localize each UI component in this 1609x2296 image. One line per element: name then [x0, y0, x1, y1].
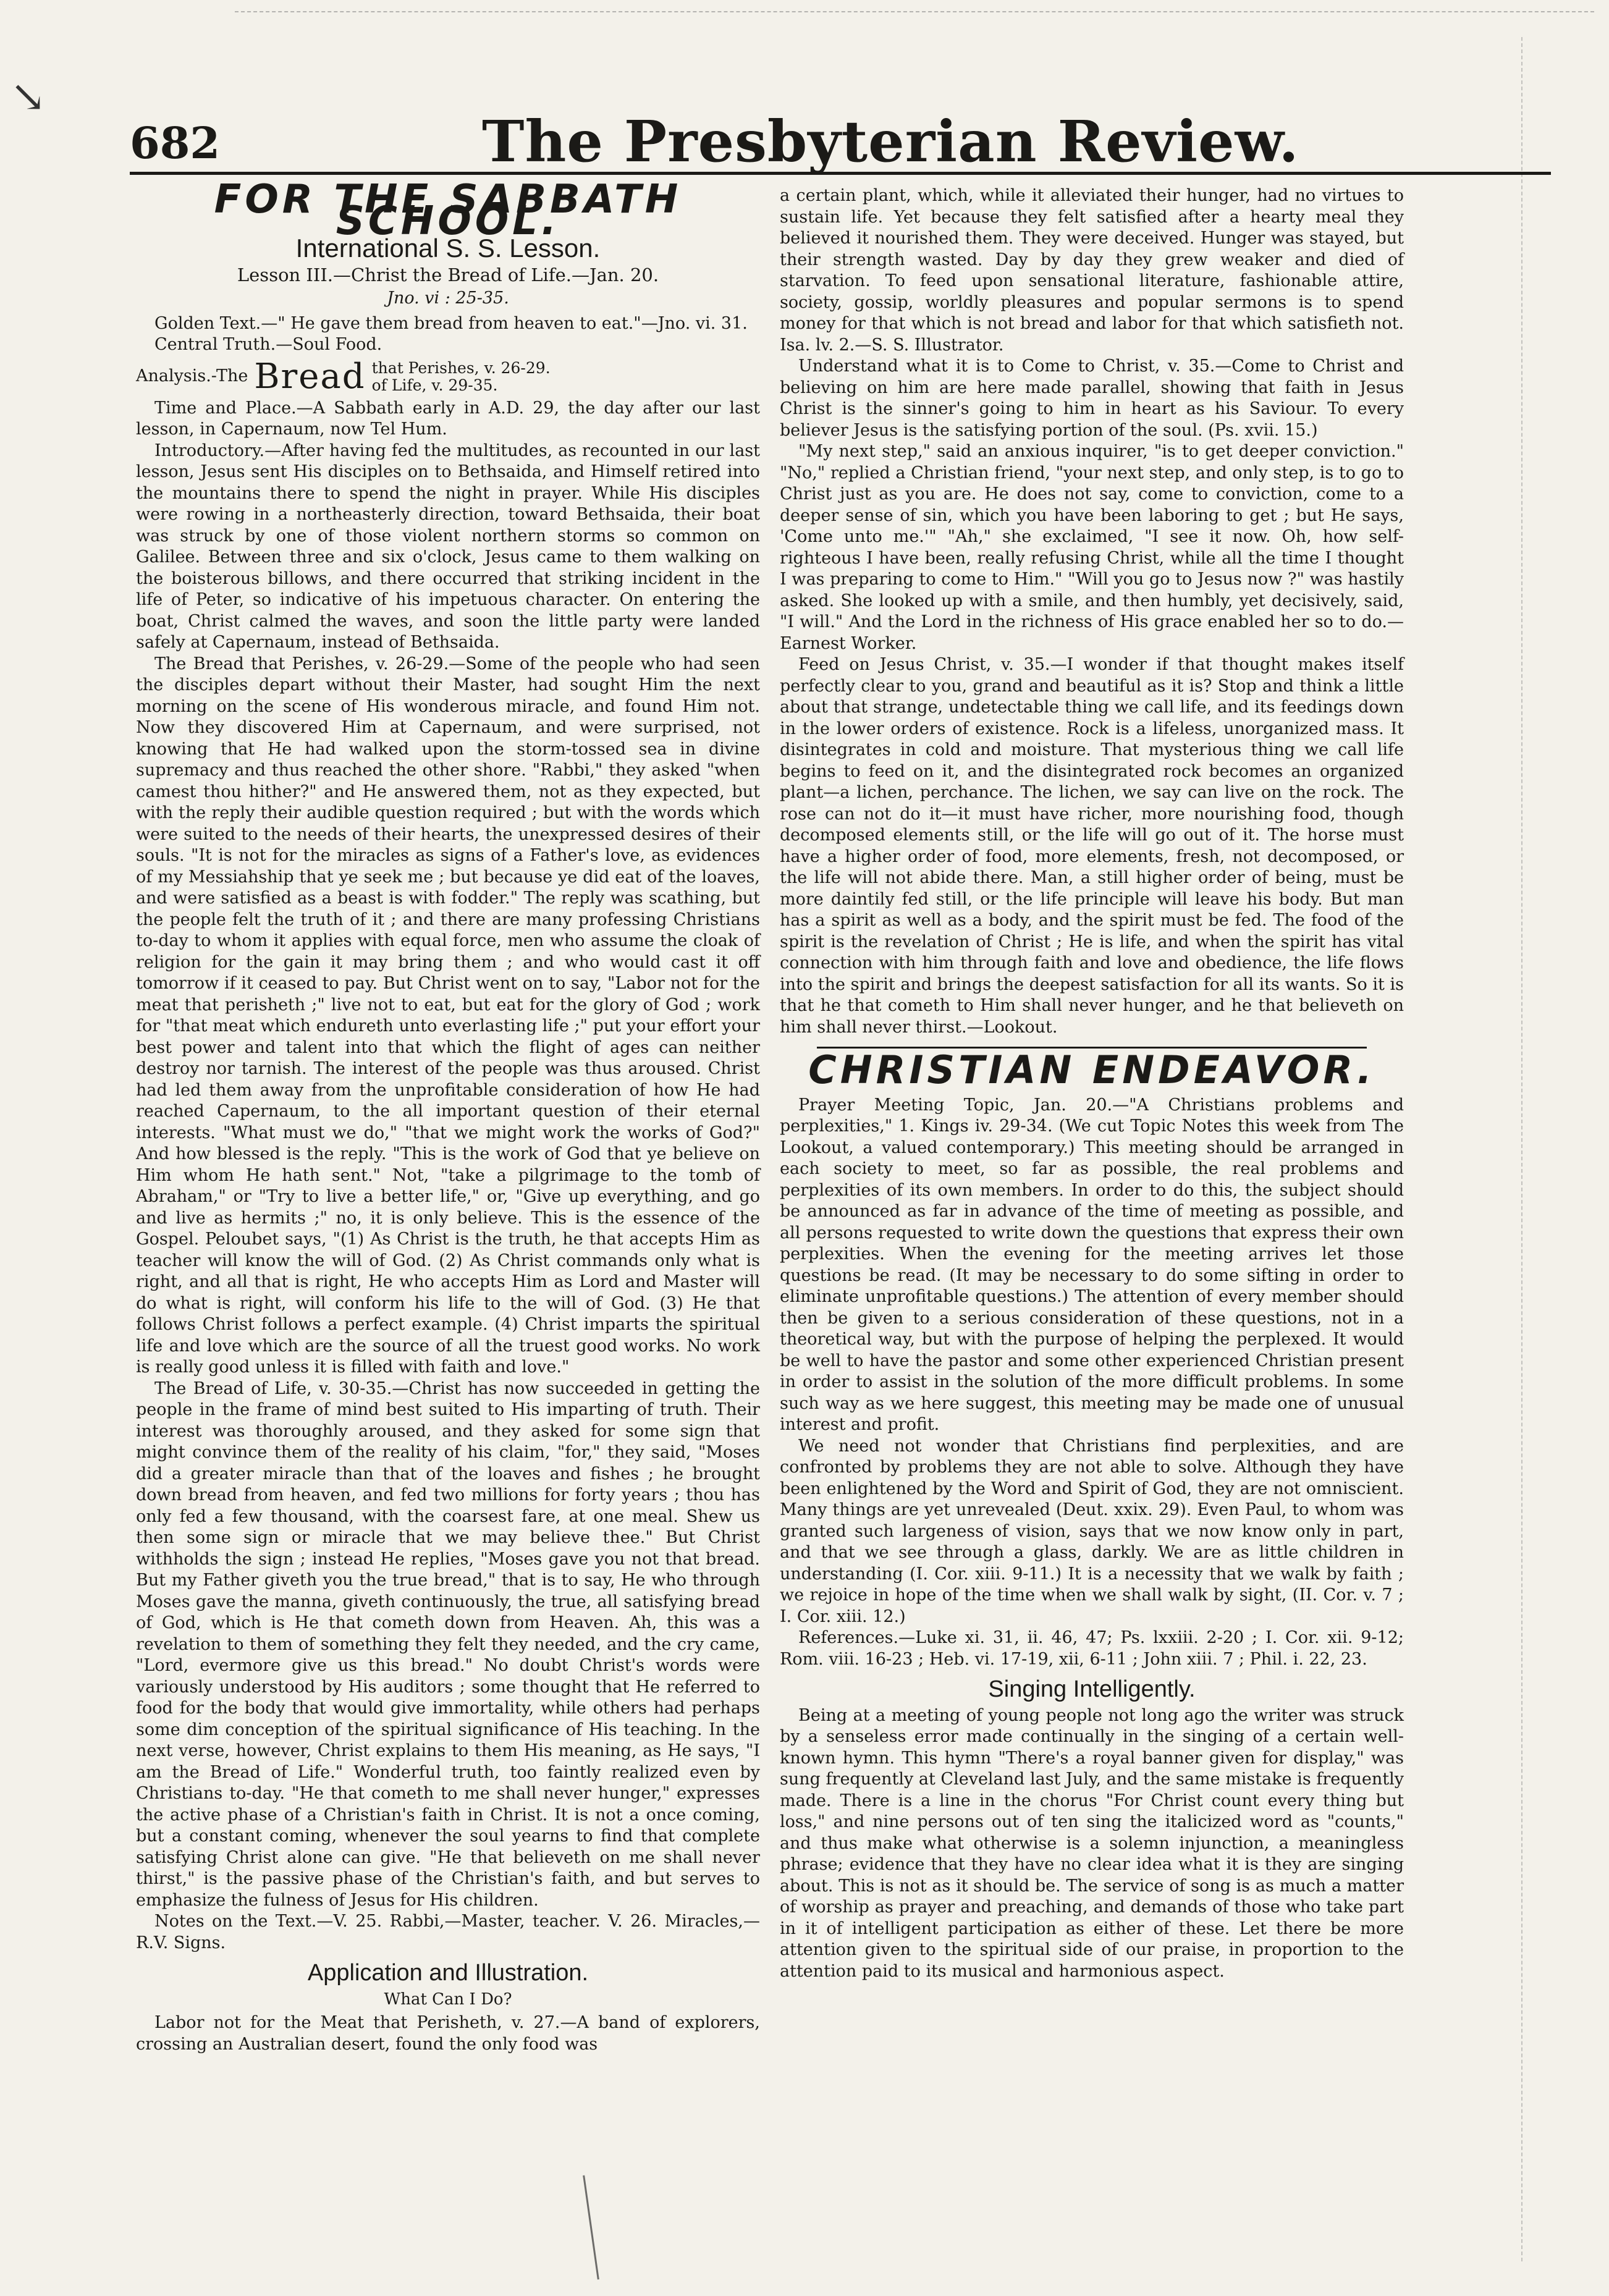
bread-that-perishes: The Bread that Perishes, v. 26-29.—Some of the people who had seen the disciples depart without their Master, had sought Him the next morning on the scene of His wonderous miracle, and found Him not. Now they discovered Him at Capernaum, and were surprised, not knowing that He had walked upon the storm-tossed sea in divine supremacy and thus reached the other shore. "Rabbi," they asked "when camest thou hither?" and He answered them, not as they expected, but with the reply their audible question required ; but with the words which were suited to the needs of their hearts, the unexpressed desires of their souls. "It is not for the miracles as signs of a Father's love, as evidences of my Messiahship that ye seek me ; but because ye did eat of the loaves, and were satisfied as a beast is with fodder." The reply was scathing, but the people felt the truth of it ; and there are many professing Christians to-day to whom it applies with equal force, men who assume the cloak of religion for the gain it may bring them ; and who would cast it off tomorrow if it ceased to pay. But Christ went on to say, "Labor not for the meat that perisheth ;" live not to eat, but eat for the glory of God ; work for "that meat which endureth unto everlasting life ;" put your effort your best power and talent into that which the flight of ages can neither destroy nor tarnish. The interest of the people was thus aroused. Christ had led them away from the unprofitable consideration of how He had reached Capernaum, to the all important question of their eternal interests. "What must we do," "that we might work the works of God?" And how blessed is the reply. "This is the work of God that ye believe on Him whom He hath sent." Not, "take a pilgrimage to the tomb of Abraham," or "Try to live a better life," or, "Give up everything, and go and live as hermits ;" no, it is only believe. This is the essence of the Gospel. Peloubet says, "(1) As Christ is the truth, he that accepts Him as teacher will know the will of God. (2) As Christ commands only what is right, and all that is right, He who accepts Him as Lord and Master will do what is right, will conform his life to the will of God. (3) He that follows Christ follows a perfect example. (4) Christ imparts the spiritual life and love which are the source of all the truest good works. No work is really good unless it is filled with faith and love." — [136, 654, 760, 1377]
labor-paragraph: Labor not for the Meat that Perisheth, v. 27.—A band of explorers, crossing an Australian desert, found the only food was — [136, 2013, 760, 2054]
page-title: The Presbyterian Review. — [482, 108, 1299, 175]
what-can-i-do: What Can I Do? — [384, 1990, 512, 2009]
next-step-paragraph: "My next step," said an anxious inquirer, "is to get deeper conviction." "No," replied a Christian friend, "your next step, and only step, is to go to Christ just as you are. He does not say, come to conviction, come to a deeper sense of sin, which you have been laboring to get ; but He says, 'Come unto me.'" "Ah," she exclaimed, "I see it now. Oh, how self-righteous I have been, really refusing Christ, while all the time I thought I was preparing to come to Him." "Will you go to Jesus now ?" was hastily asked. She looked up with a smile, and then humbly, yet decisively, said, "I will." And the Lord in the richness of His grace enabled her so to do.—Earnest Worker. — [780, 442, 1404, 653]
right-column — [780, 185, 1404, 1982]
lesson-title: Lesson III.—Christ the Bread of Life.—Jan. 20. — [237, 264, 659, 285]
analysis-block — [136, 356, 760, 397]
introductory-paragraph: Introductory.—After having fed the multitudes, as recounted in our last lesson, Jesus sent His disciples on to Bethsaida, and Himself retired into the mountains there to spend the night in prayer. While His disciples were rowing in a northeasterly direction, toward Bethsaida, their boat was struck by one of those violent northern storms so common on Galilee. Between three and six o'clock, Jesus came to them walking on the boisterous billows, and there occurred that striking incident in the life of Peter, so indicative of his impetuous character. On entering the boat, Christ calmed the waves, and soon the little party were landed safely at Capernaum, instead of Bethsaida. — [136, 441, 760, 652]
lesson-series-title: International S. S. Lesson. — [295, 234, 601, 263]
feed-on-christ-paragraph: Feed on Jesus Christ, v. 35.—I wonder if that thought makes itself perfectly clear to you, grand and beautiful as it is? Stop and think a little about that strange, undetectable thing we call life, and its feedings down in the lower orders of existence. Rock is a lifeless, unorganized mass. It disintegrates in cold and moisture. That mysterious thing we call life begins to feed on it, and the disintegrated rock becomes an organized plant—a lichen, perchance. The lichen, we say can live on the rock. The rose can not do it—it must have richer, more nourishing food, though decomposed elements still, or the life will go out of it. The horse must have a higher order of food, more elements, fresh, not decomposed, or the life will not abide there. Man, a still higher order of being, must be more daintily fed still, or the life principle will leave his body. But man has a spirit as well as a body, and the spirit must be fed. The food of the spirit is the revelation of Christ ; He is life, and when the spirit has vital connection with him through faith and love and obedience, the life flows into the spirit and brings the deepest satisfaction for all its wants. So it is that he that cometh to Him shall never hunger, and he that believeth on him shall never thirst.—Lookout. — [780, 655, 1404, 1037]
corner-scribble: ↘ — [10, 71, 46, 122]
scan-edge-right — [1521, 37, 1590, 2261]
application-heading: Application and Illustration. — [307, 1960, 589, 1986]
notes-on-text: Notes on the Text.—V. 25. Rabbi,—Master, teacher. V. 26. Miracles,—R.V. Signs. — [136, 1912, 760, 1952]
header-rule — [130, 172, 1551, 175]
prayer-meeting-topic: Prayer Meeting Topic, Jan. 20.—"A Christians problems and perplexities," 1. Kings iv. 29-34. (We cut Topic Notes this week from The Lookout, a valued contemporary.) This meeting should be arranged in each society to meet, so far as possible, the real problems and perplexities of its own members. In order to do this, the subject should be announced as far in advance of the time of meeting as possible, and all persons requested to write down the questions that express their own perplexities. When the evening for the meeting arrives let those questions be read. (It may be necessary to do some sifting in order to eliminate unprofitable questions.) The attention of every member should then be given to a serious consideration of these questions, not in a theoretical way, but with the purpose of helping the perplexed. It would be well to have the pastor and some other experienced Christian present in order to assist in the solution of the more difficult problems. In some such way as we here suggest, this meeting may be made one of unusual interest and profit. — [780, 1095, 1404, 1434]
page-header — [0, 99, 1609, 173]
scan-edge-top — [235, 0, 1594, 12]
central-truth: Central Truth.—Soul Food. — [154, 335, 382, 354]
analysis-parts — [372, 360, 551, 394]
page-number: 682 — [130, 117, 221, 169]
plant-paragraph: a certain plant, which, while it alleviated their hunger, had no virtues to sustain life. Yet because they felt satisfied after a hearty meal they believed it nourished them. They were deceived. Hunger was stayed, but their strength wasted. Day by day they grew weaker and died of starvation. To feed upon sensational literature, fashionable attire, society, gossip, worldly pleasures and popular sermons is to spend money for that which is not bread and labor for that which satisfieth not. Isa. lv. 2.—S. S. Illustrator. — [780, 186, 1404, 355]
golden-text: Golden Text.—" He gave them bread from heaven to eat."—Jno. vi. 31. — [154, 313, 748, 333]
analysis-line-1: that Perishes, v. 26-29. — [371, 358, 551, 377]
christian-endeavor-heading: CHRISTIAN ENDEAVOR. — [808, 1047, 1375, 1092]
bread-of-life: The Bread of Life, v. 30-35.—Christ has now succeeded in getting the people in the frame of mind best suited to His imparting of truth. Their interest was thoroughly aroused, and they asked for some sign that might convince them of the reality of his claim, "for," they said, "Moses did a greater miracle than that of the loaves and fishes ; he brought down bread from heaven, and fed two millions for forty years ; thou has only fed a few thousand, with the coarsest fare, at one meal. Shew us then some sign or miracle that we may believe thee." But Christ withholds the sign ; instead He replies, "Moses gave you not that bread. But my Father giveth you the true bread," that is to say, He who through Moses gave the manna, giveth continuously, the true, all satisfying bread of God, which is He that cometh down from Heaven. Ah, this was a revelation to them of something they felt they needed, and the cry came, "Lord, evermore give us this bread." No doubt Christ's words were variously understood by His auditors ; some thought that He referred to food for the body that would give immortality, while others had perhaps some dim conception of the spiritual significance of His teaching. In the next verse, however, Christ explains to them His meaning, as He says, "I am the Bread of Life." Wonderful truth, too faintly realized even by Christians to-day. "He that cometh to me shall never hunger," expresses the active phase of a Christian's faith in Christ. It is not a once coming, but a constant coming, whenever the soul yearns to find that complete satisfying Christ alone can give. "He that believeth on me shall never thirst," is the passive phase of the Christian's faith, and but serves to emphasize the fulness of Jesus for His children. — [136, 1378, 760, 1910]
singing-paragraph: Being at a meeting of young people not long ago the writer was struck by a senseless error made continually in the singing of a certain well-known hymn. This hymn "There's a royal banner given for display," was sung frequently at Cleveland last July, and the same mistake is frequently made. There is a line in the chorus "For Christ count every thing but loss," and nine persons out of ten sing the italicized word as "counts," and thus make what otherwise is a solemn injunction, a meaningless phrase; evidence that they have no clear idea what it is they are singing about. This is not as it should be. The service of song is as much a matter of worship as prayer and preaching, and demands of those who take part in it of intelligent participation as either of these. Let there be more attention given to the spiritual side of our praise, in proportion to the attention paid to its musical and harmonious aspect. — [780, 1705, 1404, 1981]
pencil-mark — [583, 2176, 599, 2280]
analysis-label: Analysis.-The — [136, 366, 248, 386]
lesson-reference: Jno. vi : 25-35. — [387, 289, 509, 308]
perplexities-paragraph: We need not wonder that Christians find perplexities, and are confronted by problems they are not able to solve. Although they have been enlightened by the Word and Spirit of God, they are not omniscient. Many things are yet unrevealed (Deut. xxix. 29). Even Paul, to whom was granted such largeness of vision, says that we now know only in part, and that we see through a glass, darkly. We are as little children in understanding (I. Cor. xiii. 9-11.) It is a necessity that we walk by faith ; we rejoice in hope of the time when we shall walk by sight, (II. Cor. v. 7 ; I. Cor. xiii. 12.) — [780, 1436, 1404, 1626]
references: References.—Luke xi. 31, ii. 46, 47; Ps. lxxiii. 2-20 ; I. Cor. xii. 9-12; Rom. viii. 16-23 ; Heb. vi. 17-19, xii, 6-11 ; John xiii. 7 ; Phil. i. 22, 23. — [780, 1628, 1404, 1669]
singing-heading: Singing Intelligently. — [988, 1676, 1196, 1702]
time-and-place: Time and Place.—A Sabbath early in A.D. 29, the day after our last lesson, in Capernaum, now Tel Hum. — [136, 398, 760, 439]
analysis-line-2: of Life, v. 29-35. — [371, 376, 498, 394]
left-column — [136, 177, 760, 2055]
sabbath-school-heading: FOR THE SABBATH SCHOOL. — [214, 177, 682, 244]
analysis-bread: Bread — [254, 356, 366, 397]
understand-paragraph: Understand what it is to Come to Christ, v. 35.—Come to Christ and believing on him are here made parallel, showing that faith in Jesus Christ is the sinner's going to him in heart as his Saviour. To every believer Jesus is the satisfying portion of the soul. (Ps. xvii. 15.) — [780, 357, 1404, 440]
